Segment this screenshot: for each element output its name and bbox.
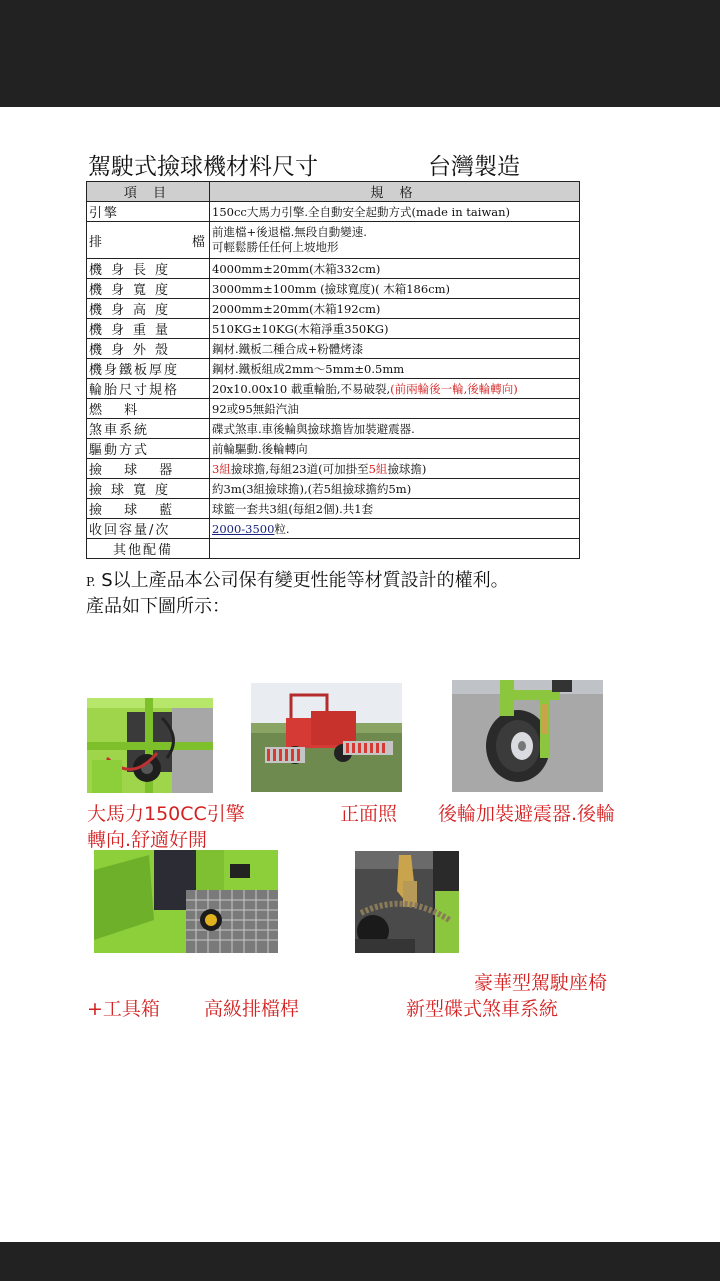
rights-text: S以上產品本公司保有變更性能等材質設計的權利。 — [101, 570, 509, 591]
caption-rear-cont: 轉向.舒適好開 — [87, 829, 208, 851]
row-key: 煞車系統 — [87, 419, 210, 439]
row-value: 3000mm±100mm (撿球寬度)( 木箱186cm) — [210, 279, 580, 299]
seat-toolbox-photo-art — [94, 850, 278, 953]
table-header-row — [87, 182, 580, 202]
row-key: 機身長度 — [87, 259, 210, 279]
row-value: 前輪驅動.後輪轉向 — [210, 439, 580, 459]
table-row — [87, 339, 580, 359]
row-value-red: 5組 — [368, 461, 388, 476]
rear-wheel-photo — [452, 680, 603, 792]
row-value: 150cc大馬力引擎.全自動安全起動方式(made in taiwan) — [210, 202, 580, 222]
table-row — [87, 499, 580, 519]
rights-note — [86, 566, 509, 592]
page-title — [88, 148, 583, 180]
caption-engine: 大馬力150CC引擎 — [87, 803, 245, 825]
seat-toolbox-photo — [94, 850, 278, 953]
spec-table — [86, 181, 580, 559]
brake-photo — [355, 851, 459, 953]
row-key: 驅動方式 — [87, 439, 210, 459]
row-key: 機身高度 — [87, 299, 210, 319]
caption-front: 正面照 — [340, 803, 398, 825]
table-row — [87, 539, 580, 559]
caption-brake: 新型碟式煞車系統 — [406, 998, 559, 1020]
row-value — [210, 379, 580, 399]
row-value-line: 前進檔+後退檔.無段自動變速. — [212, 225, 367, 239]
rear-wheel-photo-art — [452, 680, 603, 792]
caption-seat: 豪華型駕駛座椅 — [474, 972, 608, 994]
row-key: 撿 球 器 — [87, 459, 210, 479]
capacity-link[interactable]: 2000-3500 — [212, 521, 275, 536]
row-key: 機身寬度 — [87, 279, 210, 299]
row-value: 92或95無鉛汽油 — [210, 399, 580, 419]
row-key: 機身鐵板厚度 — [87, 359, 210, 379]
table-row — [87, 259, 580, 279]
table-row — [87, 299, 580, 319]
row-key: 其他配備 — [87, 539, 210, 559]
row-key: 排 檔 — [87, 222, 210, 259]
table-row — [87, 399, 580, 419]
row-value: 鋼材.鐵板二種合成+粉體烤漆 — [210, 339, 580, 359]
row-value — [210, 519, 580, 539]
table-row — [87, 519, 580, 539]
caption-lever: 高級排檔桿 — [204, 998, 300, 1020]
caption-rear: 後輪加裝避震器.後輪 — [438, 803, 616, 825]
row-value-red: (前兩輪後一輪,後輪轉向) — [390, 381, 518, 396]
made-in-text: 台灣製造 — [428, 154, 520, 180]
header-item: 項 目 — [87, 182, 210, 202]
row-key: 引擎 — [87, 202, 210, 222]
table-row — [87, 459, 580, 479]
products-intro: 產品如下圖所示： — [86, 596, 230, 617]
caption-toolbox: +工具箱 — [87, 998, 160, 1020]
row-value-line: 可輕鬆勝任任何上坡地形 — [212, 240, 339, 254]
row-value: 4000mm±20mm(木箱332cm) — [210, 259, 580, 279]
row-key: 輪胎尺寸規格 — [87, 379, 210, 399]
row-value-text: 撿球擔) — [387, 461, 427, 476]
table-row — [87, 379, 580, 399]
brake-photo-art — [355, 851, 459, 953]
row-key: 撿球寬度 — [87, 479, 210, 499]
table-row — [87, 419, 580, 439]
front-photo-art — [251, 683, 402, 792]
row-value: 球籃一套共3組(每組2個).共1套 — [210, 499, 580, 519]
title-text: 駕駛式撿球機材料尺寸 — [88, 154, 318, 180]
table-row — [87, 319, 580, 339]
row-value — [210, 459, 580, 479]
row-value: 2000mm±20mm(木箱192cm) — [210, 299, 580, 319]
top-bar — [0, 0, 720, 107]
row-value — [210, 539, 580, 559]
row-value: 碟式煞車.車後輪與撿球擔皆加裝避震器. — [210, 419, 580, 439]
engine-photo — [87, 698, 213, 793]
table-row — [87, 202, 580, 222]
ps-mark: P. — [86, 575, 96, 589]
row-value — [210, 222, 580, 259]
header-spec: 規 格 — [210, 182, 580, 202]
row-value-text: 撿球擔,每組23道(可加掛至 — [230, 461, 369, 476]
table-row — [87, 222, 580, 259]
row-key: 機身重量 — [87, 319, 210, 339]
table-row — [87, 279, 580, 299]
row-key: 收回容量/次 — [87, 519, 210, 539]
row-value: 鋼材.鐵板組成2mm～5mm±0.5mm — [210, 359, 580, 379]
front-photo — [251, 683, 402, 792]
row-value-red: 3組 — [212, 461, 231, 476]
row-value: 約3m(3組撿球擔),(若5組撿球擔約5m) — [210, 479, 580, 499]
row-key: 燃 料 — [87, 399, 210, 419]
row-key: 機身外殼 — [87, 339, 210, 359]
table-row — [87, 479, 580, 499]
row-value: 510KG±10KG(木箱淨重350KG) — [210, 319, 580, 339]
row-value-text: 20x10.00x10 載重輪胎,不易破裂, — [212, 381, 391, 396]
table-row — [87, 359, 580, 379]
table-row — [87, 439, 580, 459]
bottom-bar — [0, 1242, 720, 1281]
row-key: 撿 球 藍 — [87, 499, 210, 519]
engine-photo-art — [87, 698, 213, 793]
row-value-text: 粒. — [274, 521, 290, 536]
